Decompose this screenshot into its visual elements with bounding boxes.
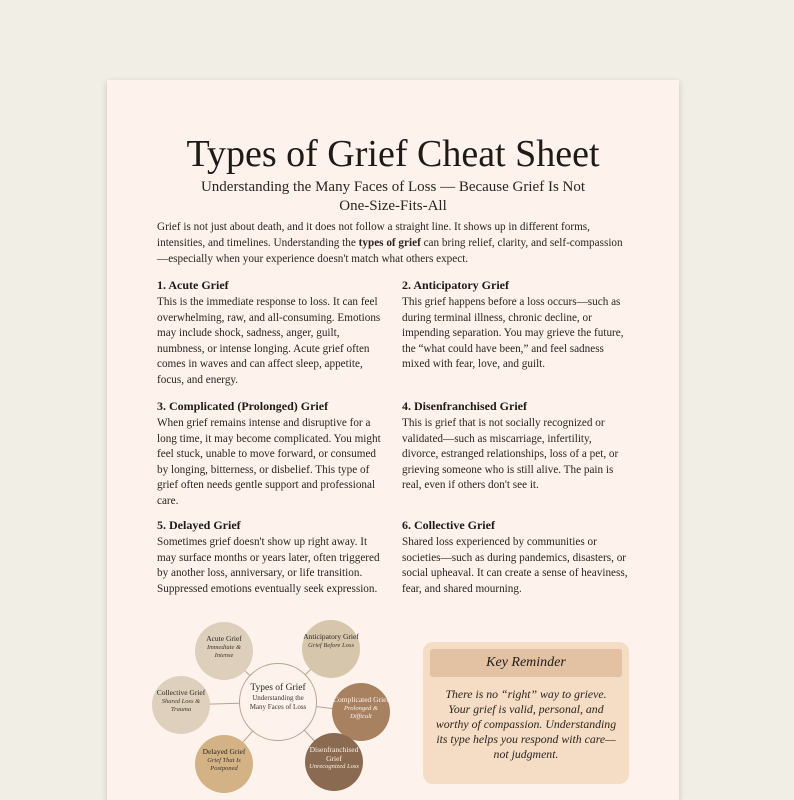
section-heading: 3. Complicated (Prolonged) Grief — [157, 399, 329, 413]
section-heading: 5. Delayed Grief — [157, 518, 241, 532]
node-subtitle: Unrecognized Loss — [309, 763, 359, 770]
section-collective-grief — [402, 518, 630, 597]
section-body: When grief remains intense and disruptive for a long time, it may become complicated. You might feel stuck, unable to move forward, or consumed by longing, bitterness, or disbelief. This type of grief often needs gentle support and professional care. — [157, 417, 381, 507]
page-title: Types of Grief Cheat Sheet — [186, 133, 600, 175]
section-body: This grief happens before a loss occurs—such as during terminal illness, chronic decline, or impending separation. You may grieve the future, the “what could have been,” and feel sadness mixed with fear, love, and guilt. — [402, 296, 624, 370]
intro-text-end: can bring relief, clarity, and self-compassion—especially when your experience doesn't match what others expect. — [157, 237, 623, 265]
node-disenfranchised-grief — [305, 733, 363, 791]
section-body: Shared loss experienced by communities or societies—such as during pandemics, disasters, or social upheaval. It can create a sense of heaviness, fear, and shared mourning. — [402, 536, 628, 595]
intro-bold-phrase: types of grief — [358, 237, 421, 249]
intro-text-start: Grief is not just about death, and it does not follow a straight line. It shows up in different forms, intensities, and timelines. Understanding the — [157, 221, 590, 249]
section-anticipatory-grief — [402, 278, 630, 373]
node-delayed-grief — [195, 735, 253, 793]
key-reminder-heading: Key Reminder — [430, 649, 622, 677]
section-disenfranchised-grief — [402, 399, 630, 494]
diagram-center-node — [239, 663, 317, 741]
section-body: This is grief that is not socially recognized or validated—such as miscarriage, infertility, divorce, estranged relationships, loss of a pet, or grieving someone who is still alive. The pain is real, even if others don't see it. — [402, 417, 619, 491]
node-title: Delayed Grief — [202, 747, 246, 756]
node-subtitle: Grief Before Loss — [308, 641, 354, 649]
section-heading: 6. Collective Grief — [402, 518, 495, 532]
node-title: Disenfranchised Grief — [309, 745, 359, 763]
section-body: This is the immediate response to loss. It can feel overwhelming, raw, and all-consuming. Emotions may include shock, sadness, anger, guilt, numbness, or intense longing. Acute grief often comes in waves and can affect sleep, appetite, focus, and energy. — [157, 296, 381, 386]
node-complicated-grief — [332, 683, 390, 741]
node-title: Complicated Grief — [332, 695, 390, 704]
node-subtitle: Immediate & Intense — [206, 643, 242, 659]
section-complicated-grief — [157, 399, 385, 509]
center-node-subtitle: Understanding the Many Faces of Loss — [249, 694, 307, 711]
center-node-title: Types of Grief — [250, 683, 306, 693]
node-subtitle: Shared Loss & Trauma — [161, 697, 201, 713]
node-anticipatory-grief — [302, 620, 360, 678]
section-heading: 2. Anticipatory Grief — [402, 278, 509, 292]
section-body: Sometimes grief doesn't show up right away. It may surface months or years later, often triggered by another loss, anniversary, or life transition. Suppressed emotions eventually seek expression. — [157, 536, 380, 595]
section-heading: 4. Disenfranchised Grief — [402, 399, 527, 413]
node-subtitle: Grief That Is Postponed — [207, 756, 241, 772]
key-reminder-text: There is no “right” way to grieve. Your grief is valid, personal, and worthy of compassion. Understanding its type helps you respond with care—not judgment. — [435, 687, 617, 761]
section-delayed-grief — [157, 518, 385, 597]
node-acute-grief — [195, 622, 253, 680]
section-heading: 1. Acute Grief — [157, 278, 229, 292]
node-title: Acute Grief — [206, 634, 242, 643]
node-title: Anticipatory Grief — [303, 632, 359, 641]
grief-types-diagram — [147, 615, 390, 795]
node-subtitle: Prolonged & Difficult — [344, 704, 378, 720]
intro-paragraph — [157, 219, 631, 267]
page-subtitle: Understanding the Many Faces of Loss — Because Grief Is Not One-Size-Fits-All — [200, 179, 586, 214]
node-title: Collective Grief — [156, 688, 206, 697]
node-collective-grief — [152, 676, 210, 734]
key-reminder-box — [423, 642, 629, 784]
section-acute-grief — [157, 278, 385, 388]
cheat-sheet-page — [107, 80, 679, 800]
